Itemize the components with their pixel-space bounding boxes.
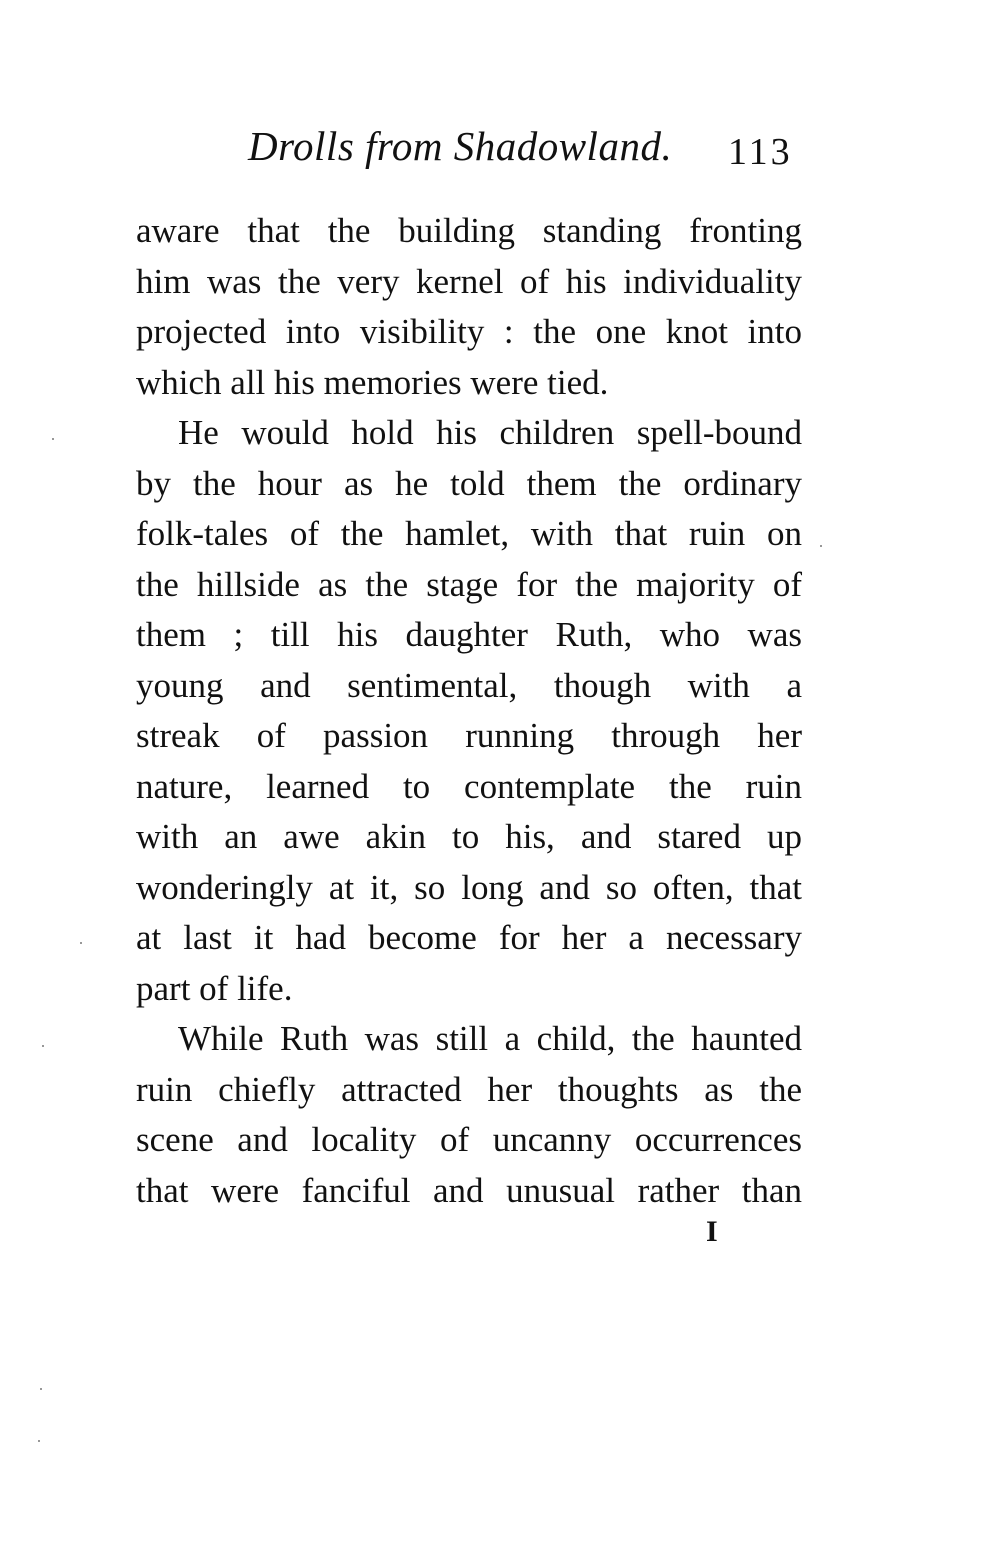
text-line: While Ruth was still a child, the haunted [178, 1019, 802, 1058]
paragraph [136, 206, 802, 408]
scan-speck [40, 1388, 42, 1390]
text-line: nature, learned to contemplate the ruin [136, 766, 802, 806]
scan-speck [820, 545, 822, 547]
text-line: which all his memories were tied. [136, 362, 609, 402]
text-line: aware that the building standing fronting [136, 211, 802, 250]
text-line: scene and locality of uncanny occurrences [136, 1120, 802, 1159]
scan-speck [38, 1440, 40, 1442]
text-line: young and sentimental, though with a [136, 665, 802, 705]
text-line: folk-tales of the hamlet, with that ruin on [136, 514, 802, 553]
text-line: him was the very kernel of his individuality [136, 261, 802, 301]
body-text [136, 206, 802, 1216]
page-number: 113 [728, 131, 793, 173]
text-line: the hillside as the stage for the majority of [136, 564, 802, 604]
text-line: at last it had become for her a necessary [136, 918, 802, 957]
signature-mark: I [706, 1215, 718, 1248]
text-line: ruin chiefly attracted her thoughts as the [136, 1069, 802, 1109]
scan-speck [52, 438, 54, 440]
scan-speck [80, 942, 82, 944]
text-line: projected into visibility : the one knot into [136, 312, 802, 351]
text-line: them ; till his daughter Ruth, who was [136, 615, 802, 654]
text-line: He would hold his children spell-bound [178, 413, 802, 452]
text-line: part of life. [136, 968, 293, 1008]
text-line: wonderingly at it, so long and so often, that [136, 867, 802, 907]
paragraph [136, 1014, 802, 1216]
text-line: by the hour as he told them the ordinary [136, 463, 802, 503]
text-line: that were fanciful and unusual rather than [136, 1170, 802, 1210]
scan-speck [42, 1045, 44, 1047]
text-line: with an awe akin to his, and stared up [136, 817, 802, 856]
paragraph [136, 408, 802, 1014]
running-title: Drolls from Shadowland. [248, 123, 673, 169]
page-header [248, 118, 828, 174]
text-line: streak of passion running through her [136, 716, 802, 755]
